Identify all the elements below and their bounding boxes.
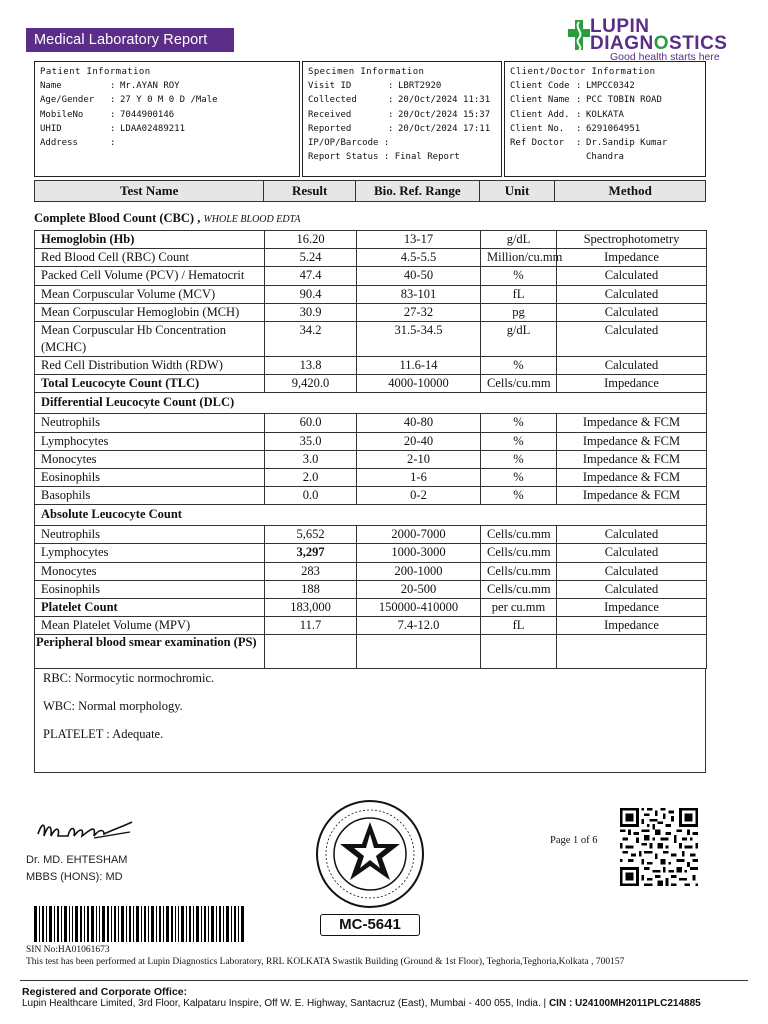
section-title: Complete Blood Count (CBC) , WHOLE BLOOD EDTA <box>34 211 301 225</box>
ps-title-row: Peripheral blood smear examination (PS) <box>35 635 707 669</box>
patient-uhid-row: UHID : LDAA02489211 <box>40 123 186 134</box>
client-name-row: Client Name : PCC TOBIN ROAD <box>510 95 662 106</box>
table-row: Monocytes 283 200-1000 Cells/cu.mm Calculated <box>35 562 707 580</box>
subsection-row-alc: Absolute Leucocyte Count <box>35 505 707 526</box>
table-row: Hemoglobin (Hb) 16.20 13-17 g/dL Spectrophotometry <box>35 231 707 249</box>
report-title: Medical Laboratory Report <box>26 28 234 52</box>
office-title: Registered and Corporate Office: <box>22 986 188 998</box>
doctor-signature <box>34 812 144 846</box>
report-status-row: Report Status : Final Report <box>308 152 460 163</box>
doctor-name-block <box>26 852 127 886</box>
col-range: Bio. Ref. Range <box>356 181 480 201</box>
reported-row: Reported : 20/Oct/2024 17:11 <box>308 123 491 134</box>
client-code-row: Client Code : LMPCC0342 <box>510 81 635 92</box>
specimen-info-title: Specimen Information <box>308 67 425 77</box>
table-row: Lymphocytes 3,297 1000-3000 Cells/cu.mm Calculated <box>35 544 707 562</box>
patient-info-title: Patient Information <box>40 67 151 77</box>
doctor-name: Dr. MD. EHTESHAM <box>26 854 128 866</box>
office-address: Lupin Healthcare Limited, 3rd Floor, Kalpataru Inspire, Off W. E. Highway, Santacruz (East), Mumbai - 400 055, India. | CIN : U24100MH2011PLC214885 <box>22 998 701 1009</box>
doctor-degree: MBBS (HONS): MD <box>26 871 123 883</box>
logo-text-line1: LUPIN <box>590 16 650 37</box>
specimen-info-box <box>302 61 502 177</box>
collected-row: Collected : 20/Oct/2024 11:31 <box>308 95 491 106</box>
ps-rbc-note: RBC: Normocytic normochromic. <box>43 671 215 685</box>
table-row: Lymphocytes 35.0 20-40 % Impedance & FCM <box>35 432 707 450</box>
footer-divider <box>20 980 748 981</box>
table-row: Basophils 0.0 0-2 % Impedance & FCM <box>35 487 707 505</box>
table-row: Mean Corpuscular Hemoglobin (MCH) 30.9 27-32 pg Calculated <box>35 303 707 321</box>
client-address-row: Client Add. : KOLKATA <box>510 109 624 120</box>
table-row: Eosinophils 2.0 1-6 % Impedance & FCM <box>35 468 707 486</box>
client-number-row: Client No. : 6291064951 <box>510 123 641 134</box>
table-row: Neutrophils 60.0 40-80 % Impedance & FCM <box>35 414 707 432</box>
patient-address-row: Address : <box>40 138 116 149</box>
ps-wbc-note: WBC: Normal morphology. <box>43 699 183 713</box>
patient-info-box <box>34 61 300 177</box>
ps-notes-box <box>34 668 706 773</box>
barcode-icon <box>34 906 244 942</box>
logo-tagline: Good health starts here <box>610 51 720 63</box>
table-row: Mean Corpuscular Hb Concentration (MCHC) 34.2 31.5-34.5 g/dL Calculated <box>35 321 707 356</box>
results-table <box>34 230 707 669</box>
table-row: Monocytes 3.0 2-10 % Impedance & FCM <box>35 450 707 468</box>
patient-mobile-row: MobileNo : 7044900146 <box>40 109 175 120</box>
logo-text-line2: DIAGNOSTICS <box>590 33 728 54</box>
client-info-box <box>504 61 706 177</box>
table-row: Packed Cell Volume (PCV) / Hematocrit 47.4 40-50 % Calculated <box>35 267 707 285</box>
ps-platelet-note: PLATELET : Adequate. <box>43 727 164 741</box>
table-row: Neutrophils 5,652 2000-7000 Cells/cu.mm Calculated <box>35 526 707 544</box>
visit-id-row: Visit ID : LBRT2920 <box>308 81 442 92</box>
qr-code-icon <box>620 808 698 886</box>
col-method: Method <box>608 183 652 198</box>
table-row: Total Leucocyte Count (TLC) 9,420.0 4000-10000 Cells/cu.mm Impedance <box>35 375 707 393</box>
barcode-row: IP/OP/Barcode : <box>308 138 395 149</box>
table-row: Mean Platelet Volume (MPV) 11.7 7.4-12.0 fL Impedance <box>35 617 707 635</box>
client-info-title: Client/Doctor Information <box>510 67 656 77</box>
col-test-name: Test Name <box>35 181 264 201</box>
table-row: Eosinophils 188 20-500 Cells/cu.mm Calculated <box>35 580 707 598</box>
ref-doctor-row: Ref Doctor : Dr.Sandip Kumar Chandra <box>510 138 668 163</box>
accreditation-seal-icon <box>308 798 432 924</box>
patient-age-row: Age/Gender : 27 Y 0 M 0 D /Male <box>40 95 218 106</box>
seal-code-label: MC-5641 <box>320 914 420 936</box>
results-table-header <box>34 180 706 202</box>
received-row: Received : 20/Oct/2024 15:37 <box>308 109 491 120</box>
page-number: Page 1 of 6 <box>550 835 598 846</box>
abnormal-result-value: 3,297 <box>265 544 357 562</box>
logo-cross-icon <box>566 18 592 52</box>
cin-number: CIN : U24100MH2011PLC214885 <box>548 998 701 1009</box>
col-unit: Unit <box>480 181 556 201</box>
table-row: Platelet Count 183,000 150000-410000 per cu.mm Impedance <box>35 599 707 617</box>
table-row: Red Cell Distribution Width (RDW) 13.8 11.6-14 % Calculated <box>35 356 707 374</box>
table-row: Red Blood Cell (RBC) Count 5.24 4.5-5.5 Million/cu.mm Impedance <box>35 249 707 267</box>
lab-note: This test has been performed at Lupin Diagnostics Laboratory, RRL KOLKATA Swastik Building (Ground & 1st Floor), Teghoria,Teghoria,Kolkata , 700157 <box>26 957 625 967</box>
patient-name-row: Name : Mr.AYAN ROY <box>40 81 180 92</box>
col-result: Result <box>264 181 356 201</box>
subsection-row-dlc: Differential Leucocyte Count (DLC) <box>35 393 707 414</box>
sin-number: SIN No:HA01061673 <box>26 945 110 955</box>
table-row: Mean Corpuscular Volume (MCV) 90.4 83-101 fL Calculated <box>35 285 707 303</box>
lupin-diagnostics-logo <box>566 16 746 64</box>
